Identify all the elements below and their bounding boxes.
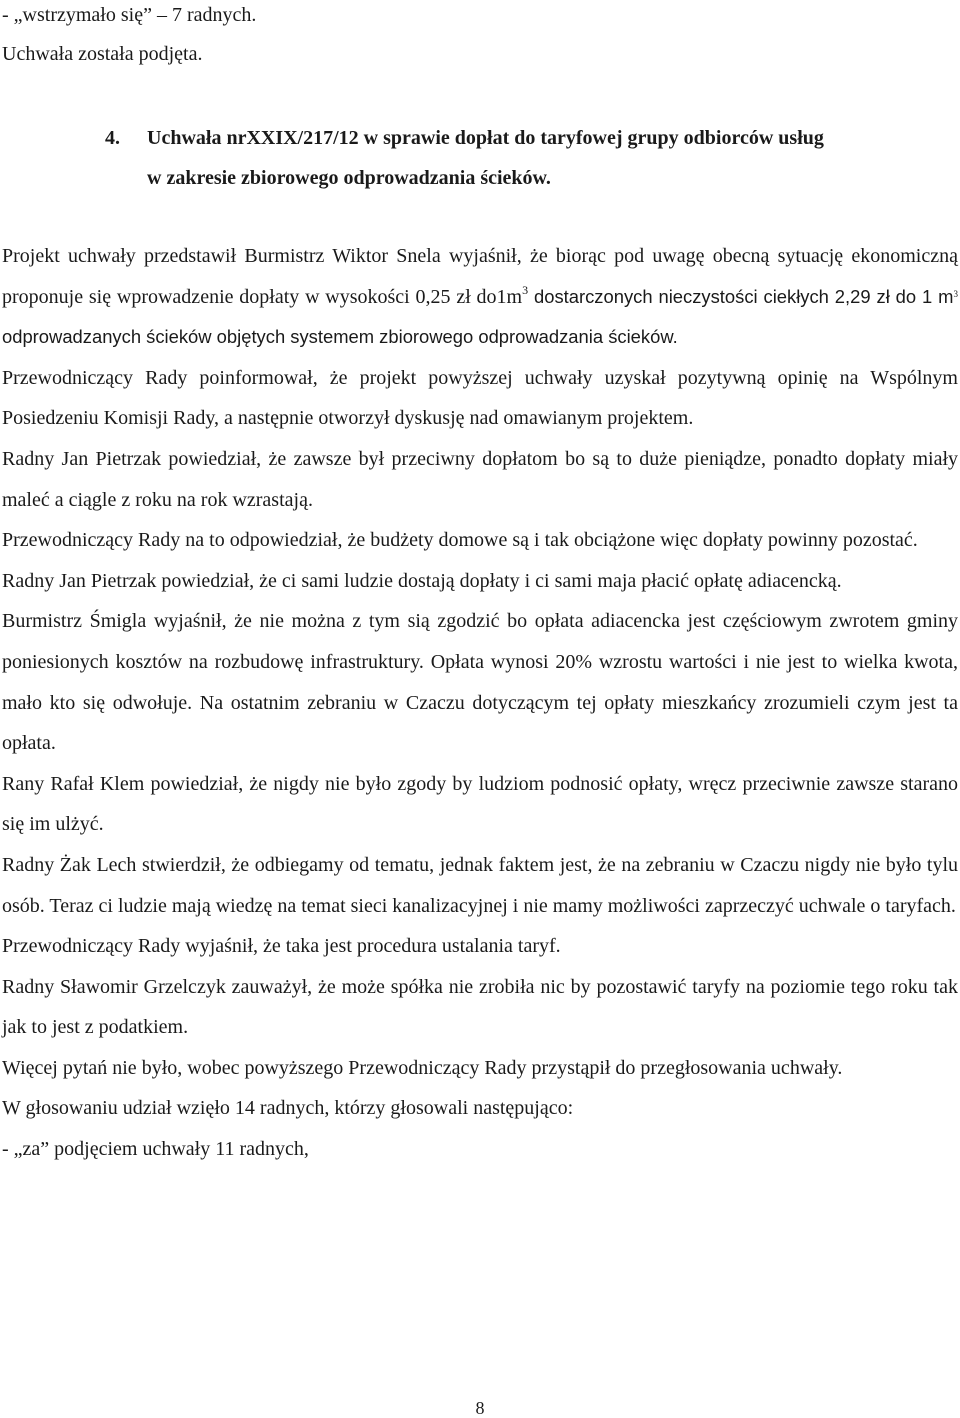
intro-line-adopted: Uchwała została podjęta. [2, 43, 203, 65]
paragraph-vote-intro: W głosowaniu udział wzięło 14 radnych, którzy głosowali następująco: [2, 1097, 574, 1120]
heading-number: 4. [105, 127, 120, 149]
paragraph-grzelczyk: Radny Sławomir Grzelczyk zauważył, że może spółka nie zrobiła nic by pozostawić taryfy na poziomie tego roku tak jak to jest z podatkiem. [2, 975, 958, 1039]
heading-line1: Uchwała nrXXIX/217/12 w sprawie dopłat do taryfowej grupy odbiorców usług [147, 127, 824, 149]
page-number: 8 [475, 1398, 485, 1418]
section-heading [105, 118, 945, 198]
p1-superscript-1: 3 [522, 282, 529, 297]
paragraph-chairman-procedure: Przewodniczący Rady wyjaśnił, że taka jest procedura ustalania taryf. [2, 935, 561, 958]
intro-line-abstain: - „wstrzymało się” – 7 radnych. [2, 4, 257, 26]
paragraph-zak: Radny Żak Lech stwierdził, że odbiegamy od tematu, jednak faktem jest, że na zebraniu w Czaczu nigdy nie było tylu osób. Teraz ci ludzie mają wiedzę na temat sieci kanalizacyjnej i nie mamy możliwości zaprzeczyć uchwale o taryfach. [2, 853, 958, 917]
p1-superscript-2: 3 [953, 288, 958, 299]
p1-text-a: Projekt uchwały przedstawił Burmistrz Wiktor Snela wyjaśnił, że biorąc pod uwagę obecną sytuację ekonomiczną proponuje się wprowadzenie dopłaty w wysokości 0,25 zł do1m [2, 245, 958, 308]
paragraph-klem: Rany Rafał Klem powiedział, że nigdy nie było zgody by ludziom podnosić opłaty, wręcz przeciwnie zawsze starano się im ulżyć. [2, 772, 958, 836]
paragraph-pietrzak-1: Radny Jan Pietrzak powiedział, że zawsze był przeciwny dopłatom bo są to duże pieniądze, ponadto dopłaty miały maleć a ciągle z roku na rok wzrastają. [2, 447, 958, 511]
p1-text-b: dostarczonych nieczystości ciekłych 2,29 zł do 1 m [528, 285, 954, 307]
minutes-body [2, 236, 958, 1170]
paragraph-vote-for: - „za” podjęciem uchwały 11 radnych, [2, 1138, 309, 1161]
paragraph-chairman-opinion: Przewodniczący Rady poinformował, że projekt powyższej uchwały uzyskał pozytywną opinię na Wspólnym Posiedzeniu Komisji Rady, a następnie otworzył dyskusję nad omawianym projektem. [2, 366, 958, 430]
paragraph-mayor-explanation: Burmistrz Śmigla wyjaśnił, że nie można z tym sią zgodzić bo opłata adiacencka jest częściowym zwrotem gminy poniesionych kosztów na rozbudowę infrastruktury. Opłata wynosi 20% wzrostu wartości i nie jest to wielka kwota, mało kto się odwołuje. Na ostatnim zebraniu w Czaczu dotyczącym tej opłaty mieszkańcy zrozumieli czym jest ta opłata. [2, 610, 958, 755]
paragraph-chairman-reply: Przewodniczący Rady na to odpowiedział, że budżety domowe są i tak obciążone więc dopłaty powinny pozostać. [2, 529, 918, 552]
p1-text-c: odprowadzanych ścieków objętych systemem zbiorowego odprowadzania ścieków. [2, 326, 678, 348]
paragraph-no-more-questions: Więcej pytań nie było, wobec powyższego Przewodniczący Rady przystąpił do przegłosowania uchwały. [2, 1056, 843, 1079]
paragraph-project-presentation [2, 236, 958, 358]
heading-line2: w zakresie zbiorowego odprowadzania ścieków. [147, 167, 551, 189]
paragraph-pietrzak-2: Radny Jan Pietrzak powiedział, że ci sami ludzie dostają dopłaty i ci sami maja płacić opłatę adiacencką. [2, 569, 842, 592]
